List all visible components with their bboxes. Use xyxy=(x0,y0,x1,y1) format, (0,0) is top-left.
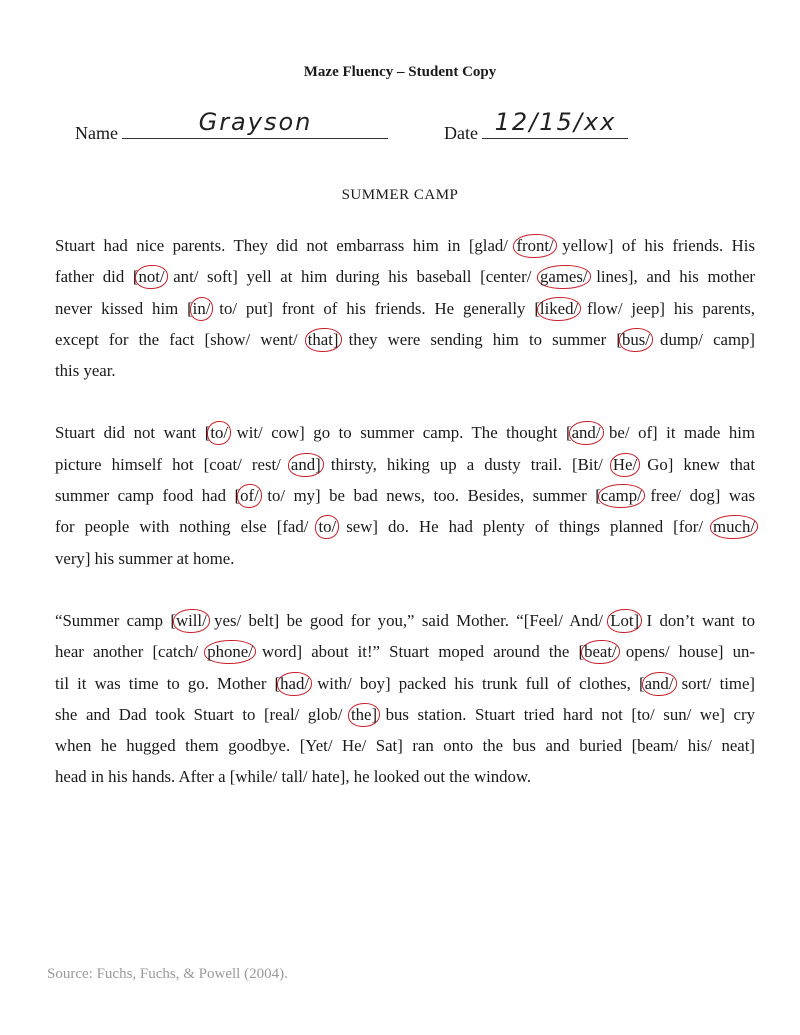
circled-answer[interactable]: and/ xyxy=(642,672,677,696)
date-value: 12/15/xx xyxy=(494,108,617,136)
circled-answer[interactable]: to/ xyxy=(207,421,231,445)
circled-answer[interactable]: in/ xyxy=(190,297,214,321)
passage-text: yellow] of his friends. His xyxy=(553,236,755,255)
circled-answer[interactable]: Lot] xyxy=(607,609,642,633)
passage-line xyxy=(55,668,755,699)
passage-line xyxy=(55,636,755,667)
source-citation: Source: Fuchs, Fuchs, & Powell (2004). xyxy=(47,966,288,982)
date-label: Date xyxy=(444,123,478,143)
passage-text: Stuart did not want [ xyxy=(55,423,211,443)
passage-text: free/ dog] was xyxy=(641,486,755,506)
passage-line xyxy=(55,605,755,636)
date-line[interactable] xyxy=(482,108,628,139)
passage-text: to/ put] front of his friends. He generally [ xyxy=(210,298,540,318)
passage-line xyxy=(55,324,755,355)
circled-answer[interactable]: to/ xyxy=(315,515,339,539)
circled-answer[interactable]: games/ xyxy=(537,265,591,289)
passage-text: Stuart had nice parents. They did not embarrass him in [glad/ xyxy=(55,236,517,255)
paragraph xyxy=(55,417,755,573)
passage-text: yes/ belt] be good for you,” said Mother. “[Feel/ And/ xyxy=(206,610,611,630)
passage-line xyxy=(55,449,755,480)
passage-text: bus station. Stuart tried hard not [to/ sun/ we] cry xyxy=(377,704,755,724)
passage-text: she and Dad took Stuart to [real/ glob/ xyxy=(55,704,351,724)
passage-text: they were sending him to summer [ xyxy=(338,329,622,349)
passage-text: Go] knew that xyxy=(637,454,755,474)
passage-text: “Summer camp [ xyxy=(55,610,176,630)
passage-text: head in his hands. After a [while/ tall/ hate], he looked out the window. xyxy=(55,767,532,787)
circled-answer[interactable]: front/ xyxy=(513,234,556,258)
passage-text: til it was time to go. Mother [ xyxy=(55,673,281,693)
passage-line xyxy=(55,480,755,511)
circled-answer[interactable]: camp/ xyxy=(598,484,645,508)
circled-answer[interactable]: not/ xyxy=(135,265,167,289)
passage-text: ant/ soft] yell at him during his baseball [center/ xyxy=(164,267,541,287)
passage-text: dump/ camp] xyxy=(649,329,755,349)
passage-text: with/ boy] packed his trunk full of clothes, [ xyxy=(309,673,645,693)
passage-text: be/ of] it made him xyxy=(600,423,756,443)
passage-text: this year. xyxy=(55,361,116,381)
circled-answer[interactable]: had/ xyxy=(277,672,312,696)
circled-answer[interactable]: and] xyxy=(288,453,324,477)
passage-line xyxy=(55,730,755,761)
circled-answer[interactable]: that] xyxy=(305,328,342,352)
passage-line xyxy=(55,230,755,261)
passage-text: hear another [catch/ xyxy=(55,642,208,662)
passage-text: summer camp food had [ xyxy=(55,486,241,506)
circled-answer[interactable]: and/ xyxy=(569,421,604,445)
passage-text: sort/ time] xyxy=(673,673,756,693)
passage-text: to/ my] be bad news, too. Besides, summer [ xyxy=(258,486,601,506)
passage-text: I don’t want to xyxy=(639,610,755,630)
passage-text: except for the fact [show/ went/ xyxy=(55,329,308,349)
passage-text: word] about it!” Stuart moped around the [ xyxy=(252,642,585,662)
circled-answer[interactable]: bus/ xyxy=(619,328,653,352)
passage-heading: SUMMER CAMP xyxy=(341,187,459,203)
passage-line xyxy=(55,699,755,730)
date-field xyxy=(444,108,628,144)
passage-line xyxy=(55,511,755,542)
circled-answer[interactable]: phone/ xyxy=(204,640,256,664)
circled-answer[interactable]: beat/ xyxy=(581,640,620,664)
passage-text: never kissed him [ xyxy=(55,298,193,318)
document-title: Maze Fluency – Student Copy xyxy=(303,64,497,80)
passage-text: very] his summer at home. xyxy=(55,548,235,568)
passage-text: father did [ xyxy=(55,267,139,287)
passage-line xyxy=(55,293,755,324)
passage-text: for people with nothing else [fad/ xyxy=(55,517,319,537)
passage-text: wit/ cow] go to summer camp. The thought [ xyxy=(228,423,572,443)
passage-text: lines], and his mother xyxy=(587,267,755,287)
passage-line xyxy=(55,355,755,386)
circled-answer[interactable]: will/ xyxy=(173,609,210,633)
name-label: Name xyxy=(75,123,118,143)
passage-text: picture himself hot [coat/ rest/ xyxy=(55,454,291,474)
paragraph xyxy=(55,605,755,793)
circled-answer[interactable]: of/ xyxy=(237,484,262,508)
passage-line xyxy=(55,417,755,448)
circled-answer[interactable]: He/ xyxy=(610,453,640,477)
name-line[interactable] xyxy=(122,108,388,139)
circled-answer[interactable]: much/ xyxy=(710,515,758,539)
passage-line xyxy=(55,761,755,792)
circled-answer[interactable]: liked/ xyxy=(537,297,581,321)
passage-text: opens/ house] un- xyxy=(616,642,755,662)
paragraph xyxy=(55,230,755,386)
passage-line xyxy=(55,543,755,574)
passage-text: sew] do. He had plenty of things planned [for/ xyxy=(336,517,714,537)
passage-line xyxy=(55,261,755,292)
passage-body xyxy=(55,230,755,824)
name-value: Grayson xyxy=(198,108,313,136)
passage-text: flow/ jeep] his parents, xyxy=(578,298,755,318)
circled-answer[interactable]: the] xyxy=(348,703,380,727)
passage-text: when he hugged them goodbye. [Yet/ He/ Sat] ran onto the bus and buried [beam/ his/ neat] xyxy=(55,736,755,756)
name-field xyxy=(75,108,388,144)
passage-text: thirsty, hiking up a dusty trail. [Bit/ xyxy=(320,454,613,474)
